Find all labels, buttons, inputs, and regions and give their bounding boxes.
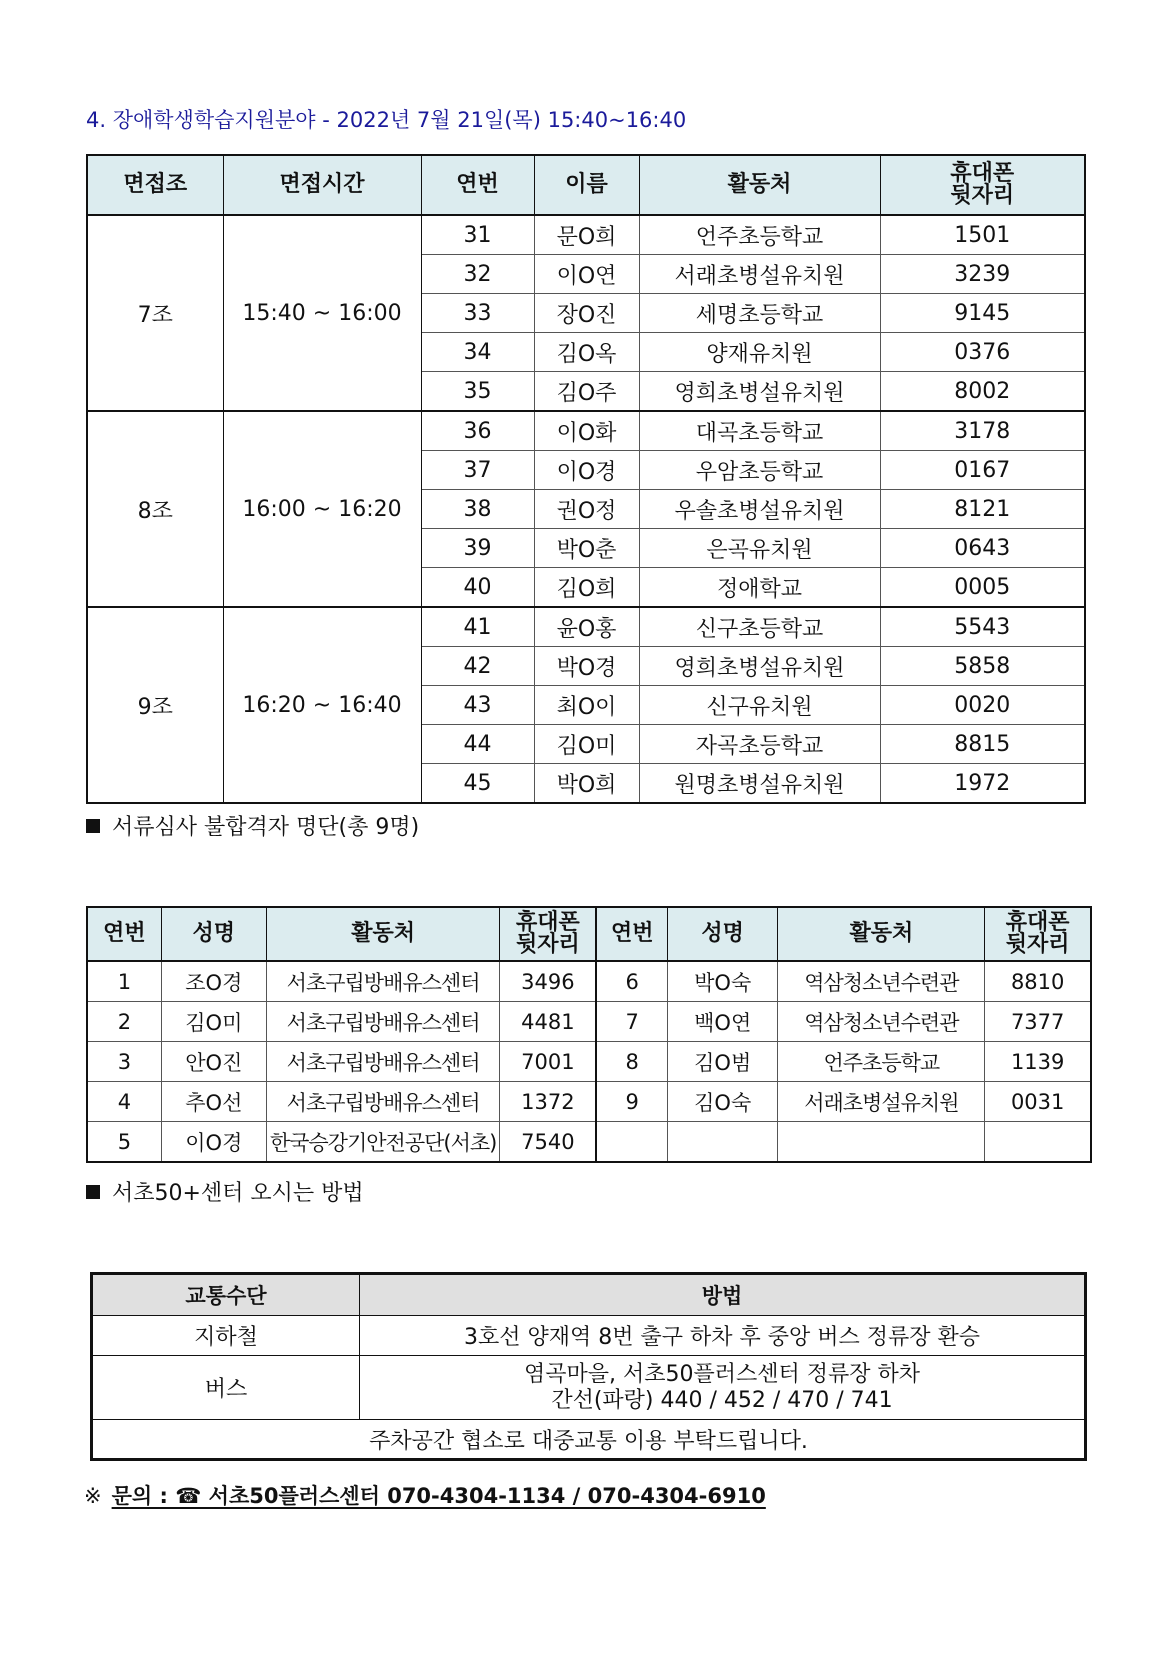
workplace-cell: 역삼청소년수련관 xyxy=(778,1002,985,1042)
number-cell: 33 xyxy=(421,294,534,333)
number-cell: 38 xyxy=(421,490,534,529)
header-transport: 교통수단 xyxy=(92,1274,360,1316)
phone-cell: 7001 xyxy=(500,1042,597,1082)
parking-note: 주차공간 협소로 대중교통 이용 부탁드립니다. xyxy=(92,1420,1086,1460)
number-cell: 35 xyxy=(421,372,534,412)
method-bus xyxy=(360,1356,1086,1420)
method-subway: 3호선 양재역 8번 출구 하차 후 중앙 버스 정류장 환승 xyxy=(360,1316,1086,1356)
table-header-row xyxy=(92,1274,1086,1316)
name-cell: 김O미 xyxy=(534,725,639,764)
name-cell: 백O연 xyxy=(668,1002,778,1042)
table-row xyxy=(92,1420,1086,1460)
workplace-cell: 서초구립방배유스센터 xyxy=(266,961,499,1002)
group-cell: 8조 xyxy=(87,411,223,607)
number-cell: 43 xyxy=(421,686,534,725)
header-workplace: 활동처 xyxy=(778,907,985,961)
header-workplace: 활동처 xyxy=(639,155,880,215)
header-name: 이름 xyxy=(534,155,639,215)
number-cell: 45 xyxy=(421,764,534,804)
group-cell: 9조 xyxy=(87,607,223,803)
workplace-cell: 정애학교 xyxy=(639,568,880,608)
phone-cell: 1372 xyxy=(500,1082,597,1122)
section-title: 4. 장애학생학습지원분야 - 2022년 7월 21일(목) 15:40~16:40 xyxy=(86,108,687,132)
contact-note xyxy=(84,1480,766,1510)
header-time: 면접시간 xyxy=(223,155,421,215)
workplace-cell: 역삼청소년수련관 xyxy=(778,961,985,1002)
workplace-cell: 서래초병설유치원 xyxy=(778,1082,985,1122)
number-cell: 42 xyxy=(421,647,534,686)
table-row xyxy=(87,961,1091,1002)
bus-routes-line: 간선(파랑) 440 / 452 / 470 / 741 xyxy=(551,1387,893,1413)
rejected-list-title: 서류심사 불합격자 명단(총 9명) xyxy=(86,810,419,841)
name-cell: 조O경 xyxy=(161,961,266,1002)
table-row xyxy=(87,215,1085,255)
phone-cell: 8121 xyxy=(880,490,1085,529)
number-cell: 37 xyxy=(421,451,534,490)
name-cell: 박O춘 xyxy=(534,529,639,568)
workplace-cell: 신구초등학교 xyxy=(639,607,880,647)
phone-cell: 3178 xyxy=(880,411,1085,451)
workplace-cell: 신구유치원 xyxy=(639,686,880,725)
phone-cell: 3496 xyxy=(500,961,597,1002)
workplace-cell: 원명초병설유치원 xyxy=(639,764,880,804)
number-cell: 1 xyxy=(87,961,161,1002)
table-row xyxy=(87,1042,1091,1082)
name-cell: 권O정 xyxy=(534,490,639,529)
square-bullet-icon xyxy=(86,819,100,833)
phone-cell: 1972 xyxy=(880,764,1085,804)
name-cell: 김O범 xyxy=(668,1042,778,1082)
number-cell: 32 xyxy=(421,255,534,294)
name-cell: 이O경 xyxy=(161,1122,266,1163)
number-cell: 36 xyxy=(421,411,534,451)
workplace-cell: 서래초병설유치원 xyxy=(639,255,880,294)
name-cell: 김O미 xyxy=(161,1002,266,1042)
name-cell: 이O경 xyxy=(534,451,639,490)
number-cell: 39 xyxy=(421,529,534,568)
name-cell: 안O진 xyxy=(161,1042,266,1082)
workplace-cell xyxy=(778,1122,985,1163)
name-cell xyxy=(668,1122,778,1163)
header-phone: 휴대폰 뒷자리 xyxy=(880,155,1085,215)
header-number: 연번 xyxy=(421,155,534,215)
workplace-cell: 언주초등학교 xyxy=(639,215,880,255)
directions-table xyxy=(90,1272,1087,1461)
workplace-cell: 우솔초병설유치원 xyxy=(639,490,880,529)
workplace-cell: 영희초병설유치원 xyxy=(639,372,880,412)
table-row xyxy=(87,411,1085,451)
phone-cell: 1139 xyxy=(985,1042,1091,1082)
table-row xyxy=(87,607,1085,647)
phone-cell: 9145 xyxy=(880,294,1085,333)
table-header-row xyxy=(87,155,1085,215)
phone-cell: 8002 xyxy=(880,372,1085,412)
phone-cell: 0031 xyxy=(985,1082,1091,1122)
workplace-cell: 은곡유치원 xyxy=(639,529,880,568)
workplace-cell: 영희초병설유치원 xyxy=(639,647,880,686)
number-cell: 34 xyxy=(421,333,534,372)
phone-cell: 8815 xyxy=(880,725,1085,764)
name-cell: 이O화 xyxy=(534,411,639,451)
phone-cell: 5543 xyxy=(880,607,1085,647)
number-cell: 7 xyxy=(596,1002,667,1042)
table-row xyxy=(87,1122,1091,1163)
name-cell: 장O진 xyxy=(534,294,639,333)
workplace-cell: 서초구립방배유스센터 xyxy=(266,1042,499,1082)
header-number: 연번 xyxy=(596,907,667,961)
name-cell: 최O이 xyxy=(534,686,639,725)
phone-cell: 3239 xyxy=(880,255,1085,294)
workplace-cell: 한국승강기안전공단(서초) xyxy=(266,1122,499,1163)
phone-cell: 0376 xyxy=(880,333,1085,372)
header-name: 성명 xyxy=(161,907,266,961)
phone-cell: 4481 xyxy=(500,1002,597,1042)
table-row xyxy=(92,1316,1086,1356)
number-cell: 9 xyxy=(596,1082,667,1122)
workplace-cell: 언주초등학교 xyxy=(778,1042,985,1082)
time-cell: 16:00 ~ 16:20 xyxy=(223,411,421,607)
name-cell: 이O연 xyxy=(534,255,639,294)
workplace-cell: 대곡초등학교 xyxy=(639,411,880,451)
phone-cell: 7377 xyxy=(985,1002,1091,1042)
number-cell: 5 xyxy=(87,1122,161,1163)
phone-cell: 0167 xyxy=(880,451,1085,490)
phone-cell: 7540 xyxy=(500,1122,597,1163)
reference-mark: ※ xyxy=(84,1484,102,1508)
table-header-row xyxy=(87,907,1091,961)
group-cell: 7조 xyxy=(87,215,223,411)
header-method: 방법 xyxy=(360,1274,1086,1316)
time-cell: 15:40 ~ 16:00 xyxy=(223,215,421,411)
workplace-cell: 서초구립방배유스센터 xyxy=(266,1082,499,1122)
phone-cell: 0005 xyxy=(880,568,1085,608)
directions-title: 서초50+센터 오시는 방법 xyxy=(86,1176,364,1207)
square-bullet-icon xyxy=(86,1185,100,1199)
time-cell: 16:20 ~ 16:40 xyxy=(223,607,421,803)
name-cell: 김O희 xyxy=(534,568,639,608)
header-phone: 휴대폰 뒷자리 xyxy=(500,907,597,961)
header-workplace: 활동처 xyxy=(266,907,499,961)
phone-cell: 1501 xyxy=(880,215,1085,255)
name-cell: 박O숙 xyxy=(668,961,778,1002)
workplace-cell: 서초구립방배유스센터 xyxy=(266,1002,499,1042)
transport-subway: 지하철 xyxy=(92,1316,360,1356)
workplace-cell: 자곡초등학교 xyxy=(639,725,880,764)
header-phone: 휴대폰 뒷자리 xyxy=(985,907,1091,961)
number-cell xyxy=(596,1122,667,1163)
phone-cell xyxy=(985,1122,1091,1163)
name-cell: 박O희 xyxy=(534,764,639,804)
header-number: 연번 xyxy=(87,907,161,961)
phone-cell: 5858 xyxy=(880,647,1085,686)
phone-cell: 0643 xyxy=(880,529,1085,568)
name-cell: 김O숙 xyxy=(668,1082,778,1122)
name-cell: 윤O홍 xyxy=(534,607,639,647)
workplace-cell: 세명초등학교 xyxy=(639,294,880,333)
interview-schedule-table xyxy=(86,154,1086,804)
table-row xyxy=(87,1082,1091,1122)
name-cell: 추O선 xyxy=(161,1082,266,1122)
workplace-cell: 양재유치원 xyxy=(639,333,880,372)
phone-cell: 8810 xyxy=(985,961,1091,1002)
table-row xyxy=(87,1002,1091,1042)
name-cell: 김O옥 xyxy=(534,333,639,372)
bus-stop-line: 염곡마을, 서초50플러스센터 정류장 하차 xyxy=(524,1361,920,1387)
rejected-list-table xyxy=(86,906,1092,1163)
number-cell: 4 xyxy=(87,1082,161,1122)
name-cell: 문O희 xyxy=(534,215,639,255)
header-name: 성명 xyxy=(668,907,778,961)
number-cell: 3 xyxy=(87,1042,161,1082)
number-cell: 31 xyxy=(421,215,534,255)
phone-cell: 0020 xyxy=(880,686,1085,725)
contact-info: 문의 : ☎ 서초50플러스센터 070-4304-1134 / 070-4304-6910 xyxy=(111,1484,766,1508)
table-row xyxy=(92,1356,1086,1420)
number-cell: 40 xyxy=(421,568,534,608)
number-cell: 8 xyxy=(596,1042,667,1082)
number-cell: 41 xyxy=(421,607,534,647)
number-cell: 6 xyxy=(596,961,667,1002)
name-cell: 김O주 xyxy=(534,372,639,412)
number-cell: 2 xyxy=(87,1002,161,1042)
header-group: 면접조 xyxy=(87,155,223,215)
number-cell: 44 xyxy=(421,725,534,764)
name-cell: 박O경 xyxy=(534,647,639,686)
transport-bus: 버스 xyxy=(92,1356,360,1420)
workplace-cell: 우암초등학교 xyxy=(639,451,880,490)
